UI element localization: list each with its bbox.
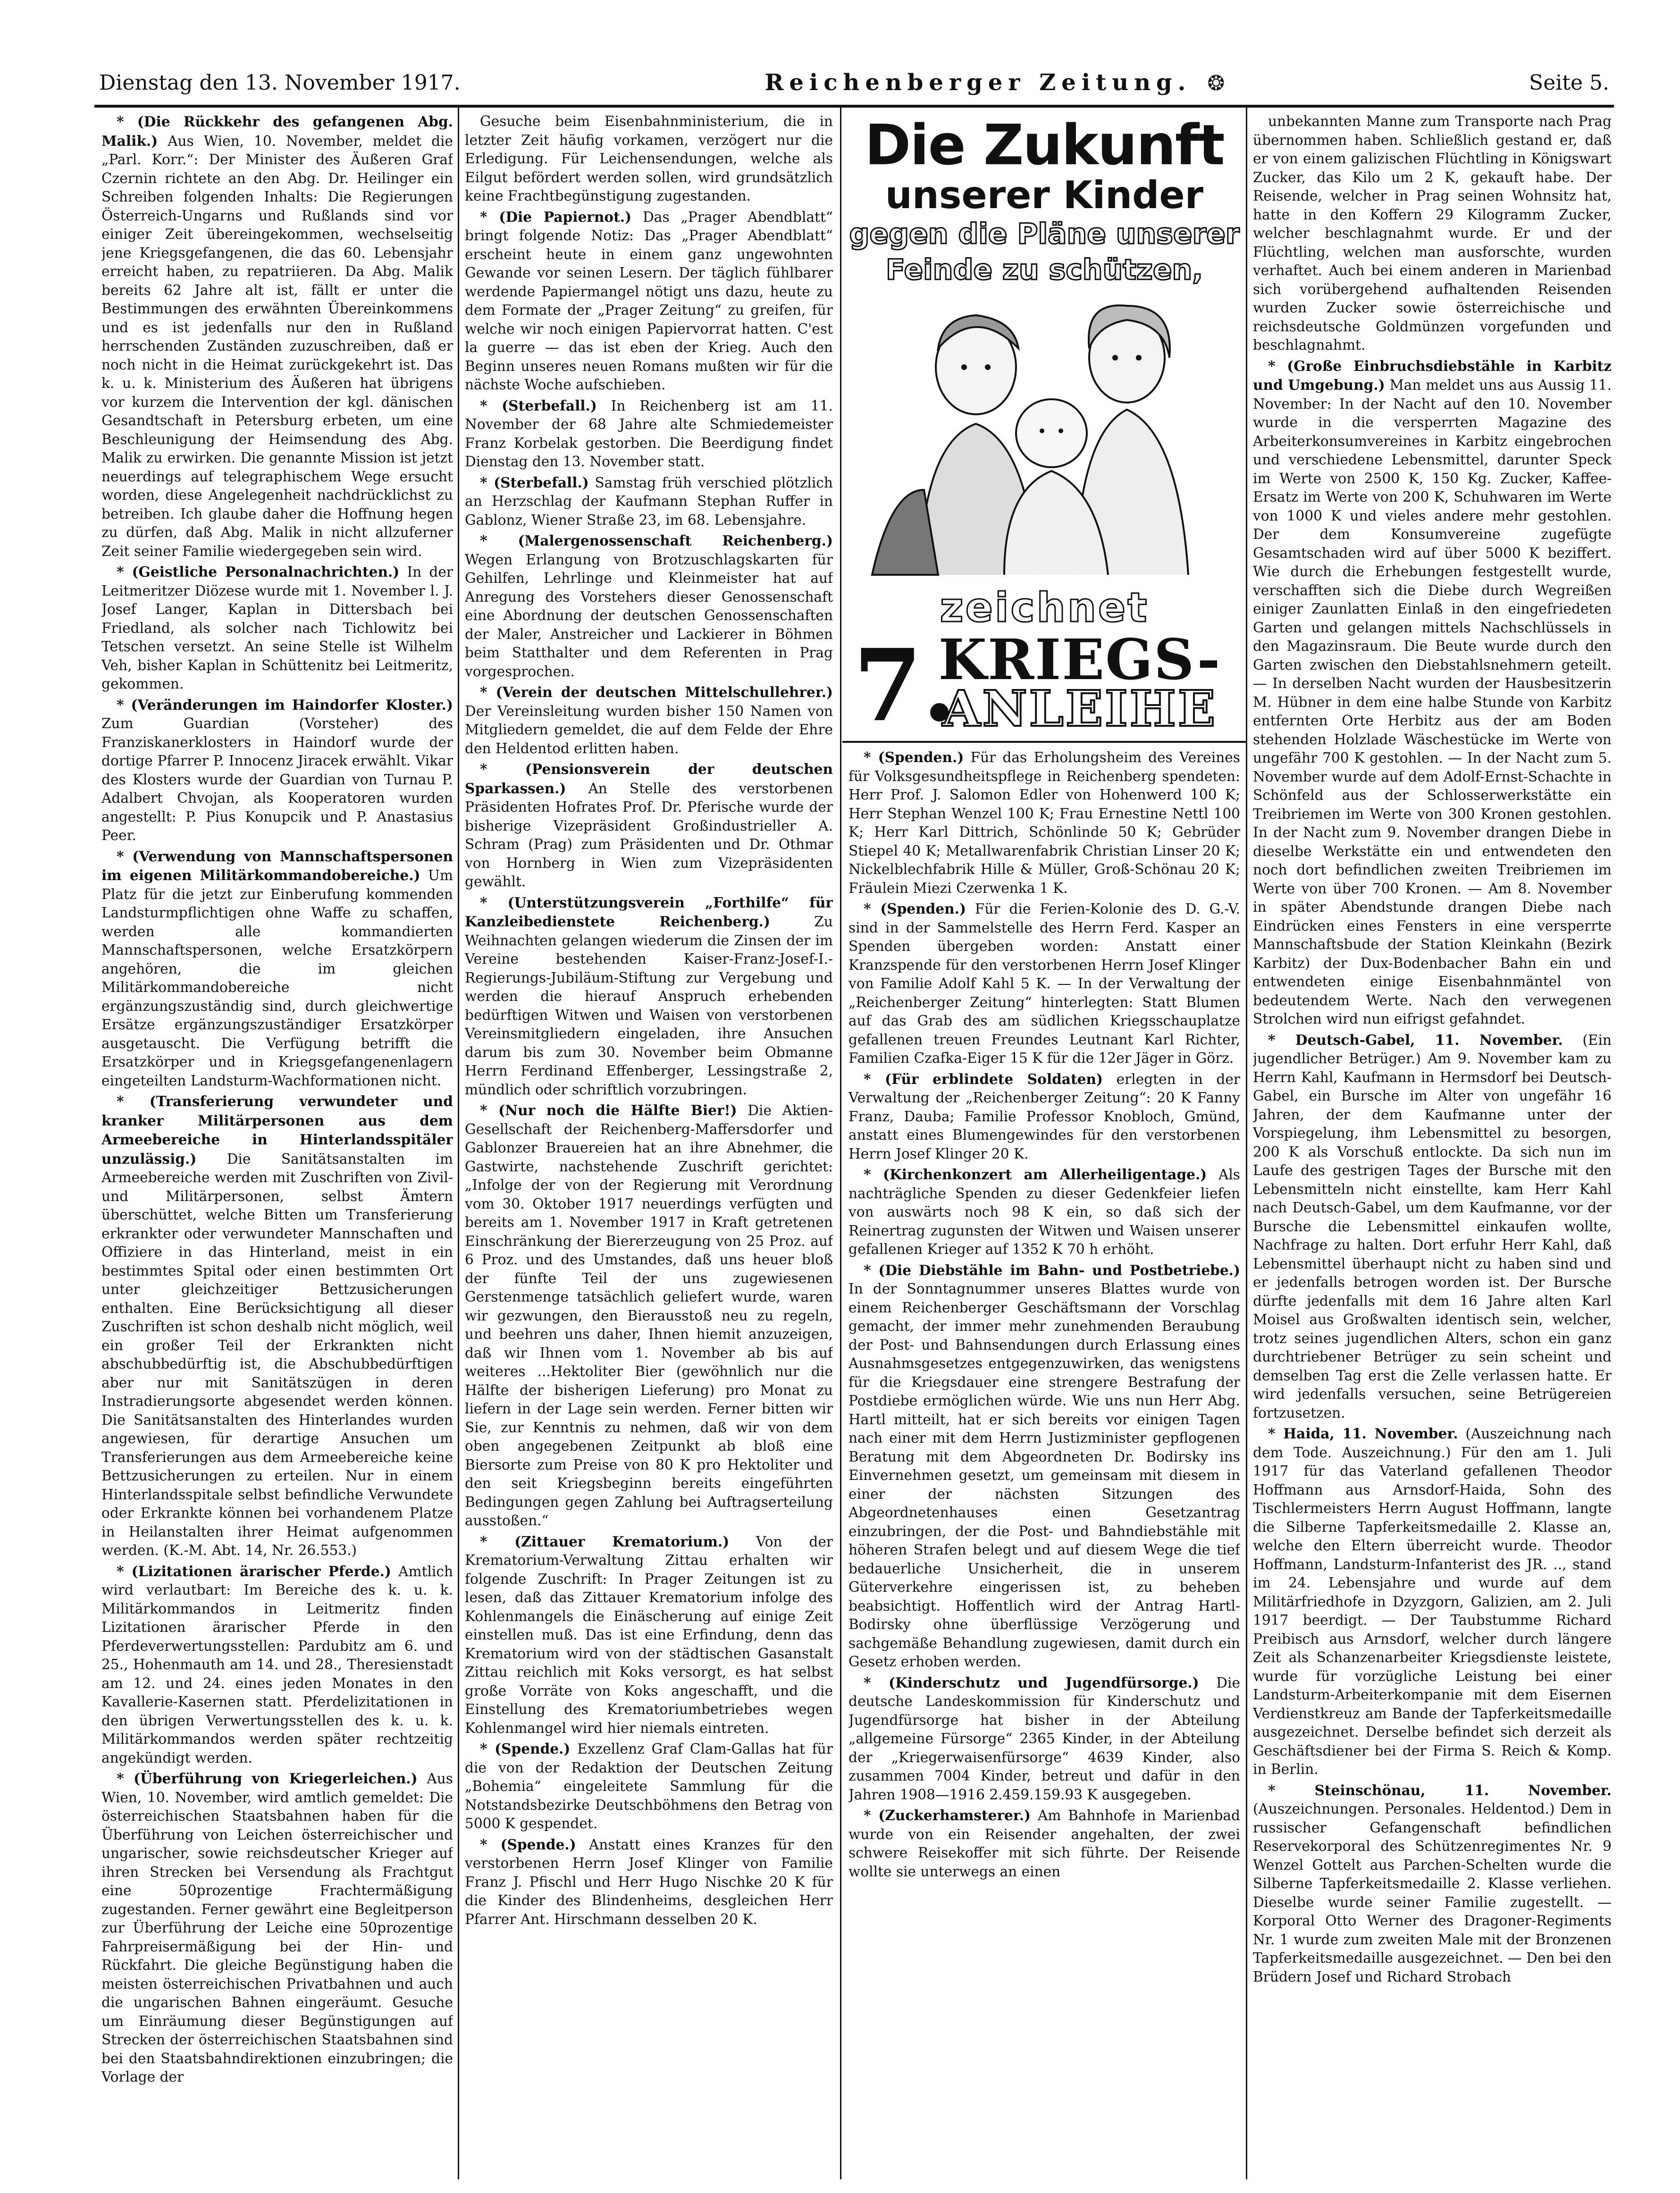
article-paragraph (465, 396, 833, 471)
article-paragraph (101, 1769, 453, 2087)
article-body: In Reichenberg ist am 11. November der 68 Jahre alte Schmiedemeister Franz Korbelak gestorben. Die Beerdigung findet Dienstag den 13. November statt. (465, 397, 833, 470)
article-paragraph (101, 563, 453, 694)
article-body: Zu Weihnachten gelangen wiederum die Zinsen der im Vereine bestehenden Kaiser-Franz-Josef-I.-Regierungs-Jubiläum-Stiftung zur Vergebung und werden die hierauf Anspruch erhebenden bedürftigen Witwen und Waisen von verstorbenen Vereinsmitgliedern eingeladen, ihre Ansuchen darum bis zum 30. November beim Obmanne Herrn Ferdinand Effenberger, Lessingstraße 2, mündlich oder schriftlich vorzubringen. (465, 914, 833, 1098)
article-heading: * (Zittauer Krematorium.) (480, 1533, 730, 1550)
article-heading: * (Zuckerhamsterer.) (864, 1807, 1031, 1823)
article-body: In der Sonntagnummer unseres Blattes wurde von einem Reichenberger Geschäftsmann der Vorschlag gemacht, der immer mehr zunehmenden Beraubung der Post- und Bahnsendungen durch Erlassung eines Ausnahmsgesetzes entgegenzuwirken, das wenigstens für die Kriegsdauer eine strengere Bestrafung der Postdiebe ermöglichen würde. Wie uns nun Herr Abg. Hartl mitteilt, hat er sich bereits vor einigen Tagen nach einer mit dem Herrn Justizminister gepflogenen Beratung mit dem Abgeordneten Dr. Bodirsky ins Einvernehmen gesetzt, um gemeinsam mit diesem in einer der nächsten Sitzungen des Abgeordnetenhauses einen Gesetzantrag einzubringen, der die Post- und Bahndiebstähle mit höheren Strafen belegt und auf diesem Wege die tief bedauerliche Unsicherheit, die in unserem Güterverkehre eingerissen ist, zu beheben beabsichtigt. Hoffentlich wird der Antrag Hartl-Bodirsky ohne überflüssige Verzögerung und sachgemäße Behandlung zugewiesen, damit durch ein Gesetz erhoben werden. (848, 1281, 1240, 1670)
article-heading: * (Spenden.) (864, 749, 964, 765)
column-divider (1246, 108, 1247, 2179)
article-paragraph (848, 1070, 1240, 1164)
article-heading: * (Unterstützungsverein „Forthilfe“ für Kanzleibedienstete Reichenberg.) (465, 894, 833, 930)
article-paragraph (465, 1835, 833, 1929)
article-body: Samstag früh verschied plötzlich an Herzschlag der Kaufmann Stephan Ruffer in Gablonz, Wiener Straße 23, im 68. Lebensjahre. (465, 474, 833, 528)
article-paragraph (465, 1739, 833, 1833)
article-paragraph (848, 748, 1240, 898)
page-number: Seite 5. (1529, 70, 1609, 95)
article-paragraph (465, 473, 833, 530)
newspaper-title: Reichenberger Zeitung. (764, 69, 1192, 96)
article-heading: * (Spende.) (480, 1740, 571, 1757)
article-heading: * (Geistliche Personalnachrichten.) (117, 563, 400, 580)
article-heading: * Steinschönau, 11. November. (1268, 1781, 1612, 1798)
article-body: Anstatt eines Kranzes für den verstorbenen Herrn Josef Klinger von Familie Franz J. Pfischl und Herr Hugo Nischke 20 K für die Kinder des Blindenheims, desgleichen Herr Pfarrer Ant. Hirschmann desselben 20 K. (465, 1836, 833, 1927)
article-body: An Stelle des verstorbenen Präsidenten Hofrates Prof. Dr. Pferische wurde der bisherige Vizepräsident Großindustrieller A. Schram (Prag) zum Präsidenten und Dr. Othmar von Hornberg in Wien zum Vizepräsidenten gewählt. (465, 780, 833, 890)
article-heading: * (Nur noch die Hälfte Bier!) (480, 1102, 737, 1118)
article-heading: * (Die Rückkehr des gefangenen Abg. Malik.) (101, 113, 453, 149)
column-divider (458, 108, 459, 2179)
article-heading: * (Verwendung von Mannschaftspersonen im eigenen Militärkommandobereiche.) (101, 848, 453, 883)
article-body: Der Vereinsleitung wurden bisher 150 Namen von Mitgliedern gemeldet, die auf dem Felde der Ehre den Heldentod erlitten haben. (465, 703, 833, 756)
ad-headline: Die Zukunft (865, 112, 1224, 177)
masthead (99, 61, 1609, 104)
article-body: Die Aktien-Gesellschaft der Reichenberg-Maffersdorfer und Gablonzer Brauereien hat an ihre Abnehmer, die Gastwirte, nachstehende Zuschrift gerichtet: „Infolge der von der Regierung mit Verordnung vom 30. Oktober 1917 neuerdings verfügten und bereits am 1. November 1917 in Kraft getretenen Einschränkung der Biererzeugung von 25 Proz. auf 6 Proz. und des Umstandes, daß uns heuer bloß der fünfte Teil der uns zugewiesenen Gerstenmenge tatsächlich geliefert wurde, waren wir gezwungen, den Bierausstoß neu zu regeln, und beehren uns daher, Ihnen hiemit anzuzeigen, daß wir Ihnen vom 1. November ab bis auf weiteres ...Hektoliter Bier (gewöhnlich nur die Hälfte der bisherigen Lieferung) pro Monat zu liefern in der Lage sein werden. Ferner bitten wir Sie, zur Kenntnis zu nehmen, daß wir von dem oben angegebenen Zeitpunkt ab bloß eine Biersorte zum Preise von 80 K pro Hektoliter und den seit Kriegsbeginn bereits eingeführten Bedingungen gegen Zahlung bei Auftragserteilung ausstoßen.“ (465, 1102, 833, 1529)
article-body: Wegen Erlangung von Brotzuschlagskarten für Gehilfen, Lehrlinge und Kleinmeister hat auf Anregung des Vorstehers dieser Genossenschaft eine Abordnung der deutschen Genossenschaften der Maler, Anstreicher und Lackierer in Böhmen beim Statthalter und dem Referenten in Prag vorgesprochen. (465, 551, 833, 680)
article-body: erlegten in der Verwaltung der „Reichenberger Zeitung“: 20 K Fanny Franz, Dauba; Familie Professor Knobloch, Gmünd, anstatt eines Blumengewindes für den verstorbenen Herrn Josef Klinger 20 K. (848, 1071, 1240, 1162)
article-body: Von der Krematorium-Verwaltung Zittau erhalten wir folgende Zuschrift: In Prager Zeitungen ist zu lesen, daß das Zittauer Krematorium infolge des Kohlenmangels die Einäscherung auf einige Zeit einstellen muß. Das ist eine Erfindung, denn das Krematorium wird von der städtischen Gasanstalt Zittau reichlich mit Koks versorgt, es hat selbst große Vorräte von Koks angeschafft, und die Einstellung des Krematoriumbetriebes wegen Kohlenmangel wird hier niemals eintreten. (465, 1533, 833, 1736)
newspaper-title-group (765, 69, 1225, 96)
article-paragraph (1253, 357, 1612, 1029)
article-heading: * Deutsch-Gabel, 11. November. (1268, 1031, 1563, 1048)
ad-kriegs: KRIEGS- (938, 627, 1221, 692)
article-heading: * (Veränderungen im Haindorfer Kloster.) (117, 696, 453, 713)
article-body: In der Leitmeritzer Diözese wurde mit 1. November l. J. Josef Langer, Kaplan in Dittersbach bei Friedland, als solcher nach Tichlowitz bei Tetschen versetzt. An seine Stelle ist Wilhelm Veh, bisher Kaplan in Schüttenitz bei Leitmeritz, gekommen. (101, 564, 453, 692)
article-heading: * (Transferierung verwundeter und kranker Militärpersonen aus dem Armeebereiche in Hinterlandsspitäler unzulässig.) (101, 1093, 453, 1167)
article-heading: * (Die Diebstähle im Bahn- und Postbetriebe.) (864, 1261, 1240, 1278)
article-paragraph (101, 1562, 453, 1768)
article-paragraph (465, 531, 833, 681)
article-heading: * (Überführung von Kriegerleichen.) (117, 1770, 418, 1787)
article-body: (Ein jugendlicher Betrüger.) Am 9. November kam zu Herrn Kahl, Kaufmann in Hermsdorf bei Deutsch-Gabel, ein Bursche im Alter von ungefähr 16 Jahren, der dem Kaufmanne unter der Vorspiegelung, ihm Lebensmittel zu besorgen, 200 K als Vorschuß entlockte. Da sich nun im Laufe des gestrigen Tages der Bursche mit den Lebensmitteln nicht einstellte, kam Herr Kahl nach Deutsch-Gabel, um dem Kaufmanne, vor der Bursche die Lebensmittel einkaufen wollte, Nachfrage zu halten. Dort erfuhr Herr Kahl, daß Lebensmittel überhaupt nicht zu haben sind und er jedenfalls betrogen worden ist. Der Bursche dürfte jedenfalls mit dem 16 Jahre alten Karl Moisel aus Großwalten identisch sein, welcher, trotz seines jugendlichen Alters, schon ein ganz durchtriebener Betrüger zu sein scheint und demselben Tag erst die Zelle verlassen hatte. Er wird jedenfalls versuchen, seine Betrügereien fortzusetzen. (1253, 1032, 1612, 1421)
article-body: Man meldet uns aus Aussig 11. November: In der Nacht auf den 10. November wurde in die versperrten Magazine des Arbeiterkonsumvereines in Karbitz eingebrochen und verschiedene Lebensmittel, darunter Speck im Werte von 2500 K, 150 Kg. Zucker, Kaffee-Ersatz im Werte von 200 K, Schuhwaren im Werte von 1000 K und vieles andere mehr gestohlen. Der dem Konsumvereine zugefügte Gesamtschaden wird auf über 5000 K beziffert. Wie durch die Erhebungen festgestellt wurde, verschafften sich die Diebe durch Wegreißen einiger Zaunlatten Einlaß in den eingefriedeten Garten und gelangen mittels Nachschlüssels in den Magazinsraum. Die Beute wurde durch den Garten zwischen den Diebstahlsnehmern geteilt. — In derselben Nacht wurden der Hausbesitzerin M. Hübner in dem eine halbe Stunde von Karbitz entfernten Orte Herbitz aus der am Boden stehenden Holzlade Wäschestücke im Werte von ungefähr 700 K gestohlen. — In der Nacht zum 5. November wurde auf dem Adolf-Ernst-Schachte in Schönfeld aus der Schlosserwerkstätte ein Treibriemen im Werte von 300 Kronen gestohlen. In der Nacht zum 9. November drangen Diebe in dieselbe Werkstätte ein und entwendeten den noch dort befindlichen zweiten Treibriemen im Werte von über 700 Kronen. — Am 8. November in später Abendstunde drangen Diebe nach Eindrücken eines Fensters in eine versperrte Mannschaftsbude der Station Kleinkahn (Bezirk Karbitz) der Dux-Bodenbacher Bahn ein und entwendeten einige Eisenbahnmäntel von bedeutendem Werte. Nach den verwegenen Strolchen wird nun eifrigst gefahndet. (1253, 377, 1612, 1027)
article-paragraph (465, 1532, 833, 1738)
article-body: Die deutsche Landeskommission für Kinderschutz und Jugendfürsorge hat bisher in der Abteilung „allgemeine Fürsorge“ 2365 Kinder, in der Abteilung der „Kriegerwaisenfürsorge“ 4639 Kinder, also zusammen 7004 Kinder, betreut und dafür in den Jahren 1908—1916 2.459.159.93 K ausgegeben. (848, 1674, 1240, 1803)
article-heading: * (Lizitationen ärarischer Pferde.) (117, 1563, 391, 1580)
article-body: Das „Prager Abendblatt“ bringt folgende Notiz: Das „Prager Abendblatt“ erscheint heute in einem ganz ungewohnten Gewande vor seinen Lesern. Der täglich fühlbarer werdende Papiermangel nötigt uns dazu, heute zu dem Formate der „Prager Zeitung“ zu greifen, für welche wir noch einigen Papiervorrat hatten. C'est la guerre — das ist eben der Krieg. Auch den Beginn unseres neuen Romans mußten wir für die nächste Woche aufschieben. (465, 209, 833, 393)
article-body: Die Sanitätsanstalten im Armeebereiche werden mit Zuschriften von Zivil- und Militärpersonen, selbst Ämtern überschüttet, welche Bitten um Transferierung erkrankter oder verwundeter Mannschaften und Offiziere in das Hinterland, meist in ein bestimmtes Spital oder einen bestimmten Ort unter gleichzeitiger Bettzusicherungen enthalten. Eine Berücksichtigung all dieser Zuschriften ist schon deshalb nicht möglich, weil ein großer Teil der Erkrankten nicht abschubbedürftig ist, die Abschubbedürftigen aber nur mit Sanitätszügen in deren Instradierungsorte abgesendet werden können. Die Sanitätsanstalten des Hinterlandes wurden angewiesen, für derartige Ansuchen um Transferierungen aus dem Armeebereiche keine Bettzusicherungen zu erteilen. Nur in einem Hinterlandsspitale selbst befindliche Verwundete oder Erkrankte können bei vorhandenem Platze in Heilanstalten ihrer Heimat aufgenommen werden. (K.-M. Abt. 14, Nr. 26.553.) (101, 1151, 453, 1558)
article-heading: * (Die Papiernot.) (480, 208, 632, 225)
article-heading: * (Große Einbruchsdiebstähle in Karbitz und Umgebung.) (1253, 357, 1612, 393)
article-body: Um Platz für die jetzt zur Einberufung kommenden Landsturmpflichtigen ohne Waffe zu schaffen, werden alle kommandierten Mannschaftspersonen, welche Ersatzkörpern angehören, die im gleichen Militärkommandobereiche nicht ergänzungszuständig sind, durch gleichwertige Ersätze ergänzungszuständiger Ersatzkörper ausgetauscht. Die Verfügung betrifft die Ersatzkörper und in Kriegsgefangenenlagern eingeteilten Landsturm-Wachformationen nicht. (101, 867, 453, 1089)
article-heading: * (Für erblindete Soldaten) (864, 1070, 1103, 1087)
article-body: Exzellenz Graf Clam-Gallas hat für die von der Redaktion der Deutschen Zeitung „Bohemia“ eingeleitete Sammlung für die Notstandsbezirke Deutschböhmens den Betrag von 5000 K gespendet. (465, 1741, 833, 1832)
article-heading: * (Spenden.) (864, 900, 966, 917)
article-paragraph (848, 1261, 1240, 1672)
article-body: Aus Wien, 10. November, meldet die „Parl. Korr.“: Der Minister des Äußeren Graf Czernin richtete an den Abg. Dr. Heilinger ein Schreiben folgenden Inhalts: Die Regierungen Österreich-Ungarns und Rußlands sind vor einiger Zeit übereingekommen, wechselseitig jene Kriegsgefangenen, die das 60. Lebensjahr erreicht haben, zu repatriieren. Da Abg. Malik bereits 62 Jahre alt ist, fällt er unter die Bestimmungen des erwähnten Übereinkommens und es ist jedenfalls nur den in Rußland herrschenden Zuständen zuzuschreiben, daß er noch nicht in die Heimat zurückgekehrt ist. Das k. u. k. Ministerium des Äußeren hat übrigens vor kurzem die Intervention der kgl. dänischen Gesandtschaft in Petersburg erbeten, um eine Beschleunigung der Heimsendung des Abg. Malik zu erwirken. Die genannte Mission ist jetzt neuerdings auf telegraphischem Wege ersucht worden, diese Angelegenheit nachdrücklichst zu betreiben. Ich glaube daher die Hoffnung hegen zu dürfen, daß Abg. Malik in nicht allzuferner Zeit seiner Familie wiedergegeben sein wird. (101, 133, 453, 559)
children-illustration (863, 292, 1226, 580)
article-paragraph (1253, 1031, 1612, 1423)
article-paragraph (465, 1101, 833, 1530)
article-column-1 (101, 112, 453, 2179)
article-heading: * (Pensionsverein der deutschen Sparkassen.) (465, 761, 833, 797)
article-heading: * (Sterbefall.) (480, 397, 597, 414)
issue-date: Dienstag den 13. November 1917. (99, 70, 461, 95)
ad-call-to-action: zeichnet (940, 584, 1149, 631)
article-body: Aus Wien, 10. November, wird amtlich gemeldet: Die österreichischen Staatsbahnen haben für die Überführung von Leichen österreichischer und ungarischer, sowie reichsdeutscher Krieger auf ihren Strecken bei Versendung als Frachtgut eine 50prozentige Frachtermäßigung zugestanden. Ferner gewährt eine Begleitperson zur Überführung der Leiche eine 50prozentige Fahrpreisermäßigung bei der Hin- und Rückfahrt. Die gleiche Begünstigung haben die meisten österreichischen Privatbahnen und auch die ungarischen Bahnen eingeräumt. Gesuche um Einräumung dieser Begünstigungen auf Strecken der österreichischen Staatsbahnen sind bei den Staatsbahndirektionen einzubringen; die Vorlage der (101, 1771, 453, 2085)
war-bond-advertisement (848, 112, 1240, 738)
ornament-icon: ❂ (1207, 71, 1225, 95)
ad-line-4: Feinde zu schützen, (885, 253, 1203, 286)
ad-line-3: gegen die Pläne unserer (849, 218, 1240, 251)
article-paragraph (465, 112, 833, 206)
article-paragraph (101, 847, 453, 1091)
article-paragraph (1253, 1424, 1612, 1779)
article-paragraph (465, 893, 833, 1100)
article-paragraph (465, 208, 833, 395)
child-baby-head (1016, 399, 1087, 467)
article-heading: * (Sterbefall.) (480, 474, 589, 491)
article-column-3 (848, 748, 1240, 2178)
article-paragraph (101, 112, 453, 561)
article-heading: * (Kirchenkonzert am Allerheiligentage.) (864, 1166, 1207, 1183)
article-paragraph (1253, 1781, 1612, 1987)
article-heading: * (Verein der deutschen Mittelschullehrer.) (480, 684, 833, 700)
ad-bottom-rule (842, 741, 1246, 743)
article-body: Gesuche beim Eisenbahnministerium, die in letzter Zeit häufig vorkamen, verzögert nur die Erledigung. Für Leichensendungen, welche als Eilgut befördert werden sollen, wird grundsätzlich keine Frachtbegünstigung zugestanden. (465, 113, 833, 204)
ad-number: 7. (853, 627, 957, 738)
article-paragraph (848, 899, 1240, 1068)
header-rule (94, 105, 1614, 108)
article-body: Zum Guardian (Vorsteher) des Franziskanerklosters in Haindorf wurde der dortige Pfarrer P. Innocenz Jiracek erwählt. Vikar des Klosters wurde der Guardian von Turnau P. Adalbert Chvojan, als Kooperatoren wurden angestellt: P. Pius Konupcik und P. Anastasius Peer. (101, 715, 453, 843)
article-paragraph (465, 760, 833, 891)
article-paragraph (101, 1092, 453, 1560)
article-body: (Auszeichnungen. Personales. Heldentod.) Dem in russischer Gefangenschaft befindlichen Reservekorporal des Schützenregimentes Nr. 9 Wenzel Gottelt aus Parchen-Schelten wurde die Silberne Tapferkeitsmedaille 2. Klasse verliehen. Dieselbe wurde seiner Familie zugestellt. — Korporal Otto Werner des Dragoner-Regiments Nr. 1 wurde zum zweiten Male mit der Bronzenen Tapferkeitsmedaille ausgezeichnet. — Den bei den Brüdern Josef und Richard Strobach (1253, 1801, 1612, 1985)
ad-anleihe: ANLEIHE (942, 680, 1218, 738)
article-paragraph (848, 1165, 1240, 1259)
column-divider (840, 108, 841, 2179)
article-paragraph (465, 683, 833, 758)
article-body: Am Bahnhofe in Marienbad wurde von ein Reisender angehalten, der zwei schwere Reisekoffer mit sich führte. Der Reisende wollte sie unterwegs an einen (848, 1807, 1240, 1880)
article-body: (Auszeichnung nach dem Tode. Auszeichnung.) Für den am 1. Juli 1917 für das Vaterland gefallenen Theodor Hoffmann aus Arnsdorf-Haida, Sohn des Tischlermeisters Herrn August Hoffmann, langte die Silberne Tapferkeitsmedaille 2. Klasse an, welche den Eltern überreicht wurde. Theodor Hoffmann, Landsturm-Infanterist des JR. .., stand im 24. Lebensjahre und wurde auf dem Militärfriedhofe in Dzyzgorn, Galizien, am 2. Juli 1917 beerdigt. — Der Taubstumme Richard Preibisch aus Arnsdorf, welcher durch längere Zeit als Schanzenarbeiter Kriegsdienste leistete, wurde für vorzügliche Leistung bei einer Landsturm-Arbeiterkompanie mit dem Eisernen Verdienstkreuz am Bande der Tapferkeitsmedaille ausgezeichnet. Derselbe befindet sich derzeit als Geschäftsdiener bei der Firma S. Reich & Komp. in Berlin. (1253, 1426, 1612, 1777)
ad-subheadline: unserer Kinder (885, 173, 1204, 217)
article-body: Als nachträgliche Spenden zu dieser Gedenkfeier liefen von auswärts noch 98 K ein, so daß sich der Reinertrag zugunsten der Witwen und Waisen unserer gefallenen Krieger auf 1352 K 70 h erhöht. (848, 1167, 1240, 1257)
article-body: Amtlich wird verlautbart: Im Bereiche des k. u. k. Militärkommandos in Leitmeritz finden Lizitationen ärarischer Pferde in den Pferdeverwertungsstellen: Pardubitz am 6. und 25., Hohenmauth am 14. und 28., Theresienstadt am 12. und 24. eines jeden Monates in den Kavallerie-Kasernen statt. Pferdelizitationen in den übrigen Verwertungsstellen des k. u. k. Militärkommandos werden später rechtzeitig angekündigt werden. (101, 1563, 453, 1766)
article-heading: * (Kinderschutz und Jugendfürsorge.) (864, 1674, 1199, 1691)
article-column-4 (1253, 112, 1612, 2179)
article-paragraph (101, 696, 453, 845)
article-body: Für die Ferien-Kolonie des D. G.-V. sind in der Sammelstelle des Herrn Ferd. Kasper an Spenden übergeben worden: Anstatt einer Kranzspende für den verstorbenen Herrn Josef Klinger von Familie Adolf Kahl 5 K. — In der Verwaltung der „Reichenberger Zeitung“ hinterlegten: Statt Blumen auf das Grab des am südlichen Kriegsschauplatze gefallenen treuen Freundes Leutnant Karl Richter, Familien Czafka-Eiger 15 K für die 12er Jäger in Görz. (848, 901, 1240, 1066)
article-heading: * (Spende.) (480, 1836, 576, 1853)
article-body: Für das Erholungsheim des Vereines für Volksgesundheitspflege in Reichenberg spendeten: Herr Prof. J. Salomon Edler von Hohenwerd 100 K; Herr Stephan Wenzel 100 K; Frau Ernestine Nettl 100 K; Herr Karl Dittrich, Schönlinde 50 K; Gebrüder Stiepel 40 K; Metallwarenfabrik Christian Linser 20 K; Nickelblechfabrik Hille & Müller, Groß-Schönau 20 K; Fräulein Miezi Czerwenka 1 K. (848, 749, 1240, 896)
article-body: unbekannten Manne zum Transporte nach Prag übernommen haben. Schließlich gestand er, daß er von einem galizischen Flüchtling in Königswart Zucker, das Kilo um 2 K, gekauft habe. Der Reisende, welcher in Prag seinen Wohnsitz hat, hatte in den Koffern 29 Kilogramm Zucker, welcher beschlagnahmt wurde. Er und der Flüchtling, welchen man ausforschte, wurden verhaftet. Auch bei einem anderen in Marienbad sich vorübergehend aufhaltenden Reisenden wurden Zucker sowie österreichische und reichsdeutsche Goldmünzen vorgefunden und beschlagnahmt. (1253, 113, 1612, 353)
article-paragraph (1253, 112, 1612, 355)
article-paragraph (848, 1673, 1240, 1805)
article-column-2 (465, 112, 833, 2179)
article-paragraph (848, 1806, 1240, 1881)
article-heading: * (Malergenossenschaft Reichenberg.) (480, 532, 833, 549)
article-heading: * Haida, 11. November. (1268, 1425, 1458, 1442)
